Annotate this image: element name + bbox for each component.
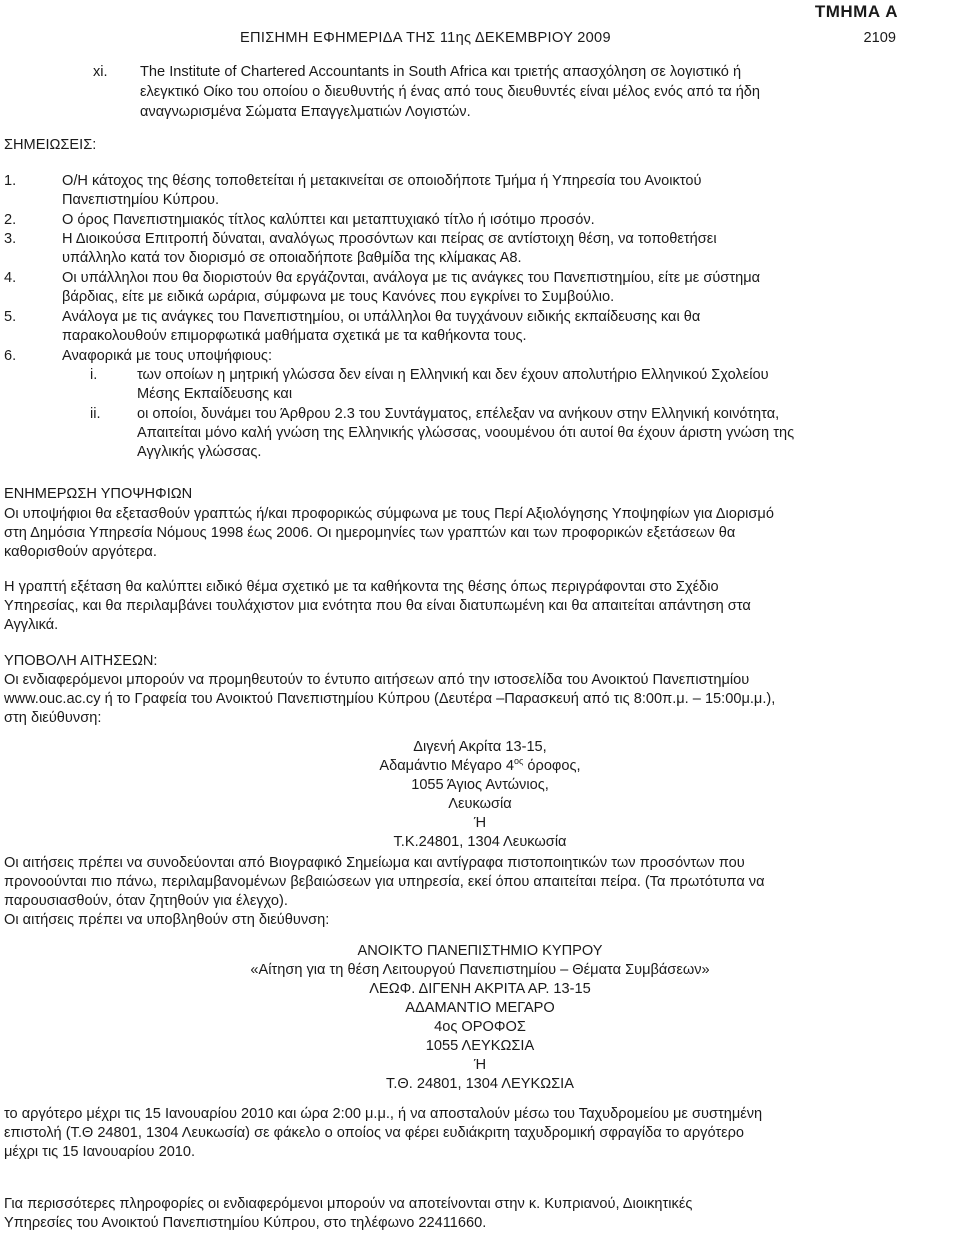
contact-line-1: Για περισσότερες πληροφορίες οι ενδιαφερόμενοι μπορούν να αποτείνονται στην κ. Κυπριανού, Διοικητικές <box>4 1196 693 1212</box>
note-1-marker: 1. <box>4 173 17 189</box>
info-p2-line-1: Η γραπτή εξέταση θα καλύπτει ειδικό θέμα σχετικό με τα καθήκοντα της θέσης όπως περιγράφονται στο Σχέδιο <box>4 579 719 595</box>
item-xi-line-2: ελεγκτικό Οίκο του οποίου ο διευθυντής ή ένας από τους διευθυντές είναι μέλος ενός από τα ήδη <box>140 84 761 100</box>
note-6-sub-ii-line-1: οι οποίοι, δυνάμει του Άρθρου 2.3 του Συντάγματος, επέλεξαν να ανήκουν στην Ελληνική κοινότητα, <box>137 406 780 422</box>
address-postal: 1055 Άγιος Αντώνιος, <box>411 777 549 793</box>
address-building <box>0 758 960 775</box>
mail-address-line-3: ΛΕΩΦ. ΔΙΓΕΝΗ ΑΚΡΙΤΑ ΑΡ. 13-15 <box>369 981 591 997</box>
note-3-marker: 3. <box>4 231 17 247</box>
address-building-prefix: Αδαμάντιο Μέγαρο 4 <box>379 758 514 774</box>
info-p2-line-3: Αγγλικά. <box>4 617 59 633</box>
note-4-line-2: βάρδιας, είτε με ειδικά ωράρια, σύμφωνα με τους Κανόνες που εγκρίνει το Συμβούλιο. <box>62 289 615 305</box>
section-label: ΤΜΗΜΑ Α <box>814 2 898 21</box>
notes-heading: ΣΗΜΕΙΩΣΕΙΣ: <box>4 137 97 153</box>
info-p1-line-2: στη Δημόσια Υπηρεσία Νόμους 1998 έως 2006. Οι ημερομηνίες των γραπτών και των προφορικών εξετάσεων θα <box>4 525 736 541</box>
note-6-line: Αναφορικά με τους υποψήφιους: <box>62 348 273 364</box>
submission-p2-line-3: παρουσιασθούν, όταν ζητηθούν για έλεγχο). <box>4 893 288 909</box>
submission-p2-line-2: προνοούνται πιο πάνω, περιλαμβανομένων βεβαιώσεων για υπηρεσία, εκεί όπου απαιτείται πείρα. (Τα πρωτότυπα να <box>4 874 765 890</box>
mail-address-line-4: ΑΔΑΜΑΝΤΙΟ ΜΕΓΑΡΟ <box>405 1000 555 1016</box>
note-6-sub-i-line-1: των οποίων η μητρική γλώσσα δεν είναι η Ελληνική και δεν έχουν απολυτήριο Ελληνικού Σχολείου <box>137 367 769 383</box>
note-6-sub-ii-marker: ii. <box>90 406 101 422</box>
address-or: Ή <box>473 815 487 831</box>
note-6-marker: 6. <box>4 348 17 364</box>
item-xi-line-1: The Institute of Chartered Accountants in South Africa και τριετής απασχόληση σε λογιστικό ή <box>140 64 742 80</box>
note-1-line-1: Ο/Η κάτοχος της θέσης τοποθετείται ή μετακινείται σε οποιοδήποτε Τμήμα ή Υπηρεσία του Ανοικτού <box>62 173 702 189</box>
mail-address-line-7: Ή <box>473 1057 487 1073</box>
deadline-line-2: επιστολή (Τ.Θ 24801, 1304 Λευκωσία) σε φάκελο ο οποίος να φέρει ευδιάκριτη ταχυδρομική σφραγίδα το αργότερο <box>4 1125 745 1141</box>
note-2-line-1: Ο όρος Πανεπιστημιακός τίτλος καλύπτει και μεταπτυχιακό τίτλο ή ισότιμο προσόν. <box>62 212 595 228</box>
note-6-sub-i-line-2: Μέσης Εκπαίδευσης και <box>137 386 293 402</box>
item-xi-marker: xi. <box>93 64 108 80</box>
note-4-marker: 4. <box>4 270 17 286</box>
note-2-marker: 2. <box>4 212 17 228</box>
mail-address-line-6: 1055 ΛΕΥΚΩΣΙΑ <box>425 1038 535 1054</box>
info-p1-line-1: Οι υποψήφιοι θα εξετασθούν γραπτώς ή/και προφορικώς σύμφωνα με τους Περί Αξιολόγησης Υποψηφίων για Διορισμό <box>4 506 774 522</box>
item-xi-line-3: αναγνωρισμένα Σώματα Επαγγελματιών Λογιστών. <box>140 104 471 120</box>
submission-p2-line-1: Οι αιτήσεις πρέπει να συνοδεύονται από Βιογραφικό Σημείωμα και αντίγραφα πιστοποιητικών των προσόντων που <box>4 855 745 871</box>
note-5-marker: 5. <box>4 309 17 325</box>
note-5-line-1: Ανάλογα με τις ανάγκες του Πανεπιστημίου, οι υπάλληλοι θα τυγχάνουν ειδικής εκπαίδευσης και θα <box>62 309 701 325</box>
submission-p1-line-2: www.ouc.ac.cy ή το Γραφεία του Ανοικτού Πανεπιστημίου Κύπρου (Δευτέρα –Παρασκευή από τις 8:00π.μ. – 15:00μ.μ.), <box>4 691 776 707</box>
address-city: Λευκωσία <box>448 796 512 812</box>
address-street: Διγενή Ακρίτα 13-15, <box>413 739 547 755</box>
note-6-sub-ii-line-2: Απαιτείται μόνο καλή γνώση της Ελληνικής γλώσσας, νοουμένου ότι αυτοί θα έχουν άριστη γνώση της <box>137 425 795 441</box>
info-p2-line-2: Υπηρεσίας, και θα περιλαμβάνει τουλάχιστον μια ενότητα που θα είναι διατυπωμένη και θα απαιτείται απάντηση στα <box>4 598 751 614</box>
note-5-line-2: παρακολουθούν επιμορφωτικά μαθήματα σχετικά με τα καθήκοντα τους. <box>62 328 527 344</box>
mail-address-line-5: 4ος ΟΡΟΦΟΣ <box>434 1019 526 1035</box>
address-pobox: Τ.Κ.24801, 1304 Λευκωσία <box>393 834 567 850</box>
submission-p3: Οι αιτήσεις πρέπει να υποβληθούν στη διεύθυνση: <box>4 912 330 928</box>
deadline-line-1: το αργότερο μέχρι τις 15 Ιανουαρίου 2010 και ώρα 2:00 μ.μ., ή να αποσταλούν μέσω του Ταχυδρομείου με συστημένη <box>4 1106 763 1122</box>
address-building-suffix: όροφος, <box>523 758 581 774</box>
note-4-line-1: Οι υπάλληλοι που θα διοριστούν θα εργάζονται, ανάλογα με τις ανάγκες του Πανεπιστημίου, είτε με σύστημα <box>62 270 761 286</box>
mail-address-line-8: Τ.Θ. 24801, 1304 ΛΕΥΚΩΣΙΑ <box>386 1076 574 1092</box>
note-1-line-2: Πανεπιστημίου Κύπρου. <box>62 192 220 208</box>
submission-p1-line-1: Οι ενδιαφερόμενοι μπορούν να προμηθευτούν το έντυπο αιτήσεων από την ιστοσελίδα του Ανοικτού Πανεπιστημίου <box>4 672 750 688</box>
deadline-line-3: μέχρι τις 15 Ιανουαρίου 2010. <box>4 1144 196 1160</box>
note-3-line-1: Η Διοικούσα Επιτροπή δύναται, αναλόγως προσόντων και πείρας σε αντίστοιχη θέση, να τοποθετήσει <box>62 231 717 247</box>
submission-p1-line-3: στη διεύθυνση: <box>4 710 102 726</box>
page-number: 2109 <box>863 30 896 46</box>
mail-address-line-1: ΑΝΟΙΚΤΟ ΠΑΝΕΠΙΣΤΗΜΙΟ ΚΥΠΡΟΥ <box>357 943 603 959</box>
address-building-sup: ος <box>514 756 524 766</box>
info-heading: ΕΝΗΜΕΡΩΣΗ ΥΠΟΨΗΦΙΩΝ <box>4 486 193 502</box>
submission-heading: ΥΠΟΒΟΛΗ ΑΙΤΗΣΕΩΝ: <box>4 653 158 669</box>
note-6-sub-i-marker: i. <box>90 367 98 383</box>
gazette-title: ΕΠΙΣΗΜΗ ΕΦΗΜΕΡΙΔΑ ΤΗΣ 11ης ΔΕΚΕΜΒΡΙΟΥ 2009 <box>240 30 611 46</box>
note-6-sub-ii-line-3: Αγγλικής γλώσσας. <box>137 444 262 460</box>
mail-address-line-2: «Αίτηση για τη θέση Λειτουργού Πανεπιστημίου – Θέματα Συμβάσεων» <box>250 962 710 978</box>
note-3-line-2: υπάλληλο κατά τον διορισμό σε οποιαδήποτε βαθμίδα της κλίμακας Α8. <box>62 250 522 266</box>
info-p1-line-3: καθορισθούν αργότερα. <box>4 544 157 560</box>
contact-line-2: Υπηρεσίες του Ανοικτού Πανεπιστημίου Κύπρου, στο τηλέφωνο 22411660. <box>4 1215 487 1231</box>
